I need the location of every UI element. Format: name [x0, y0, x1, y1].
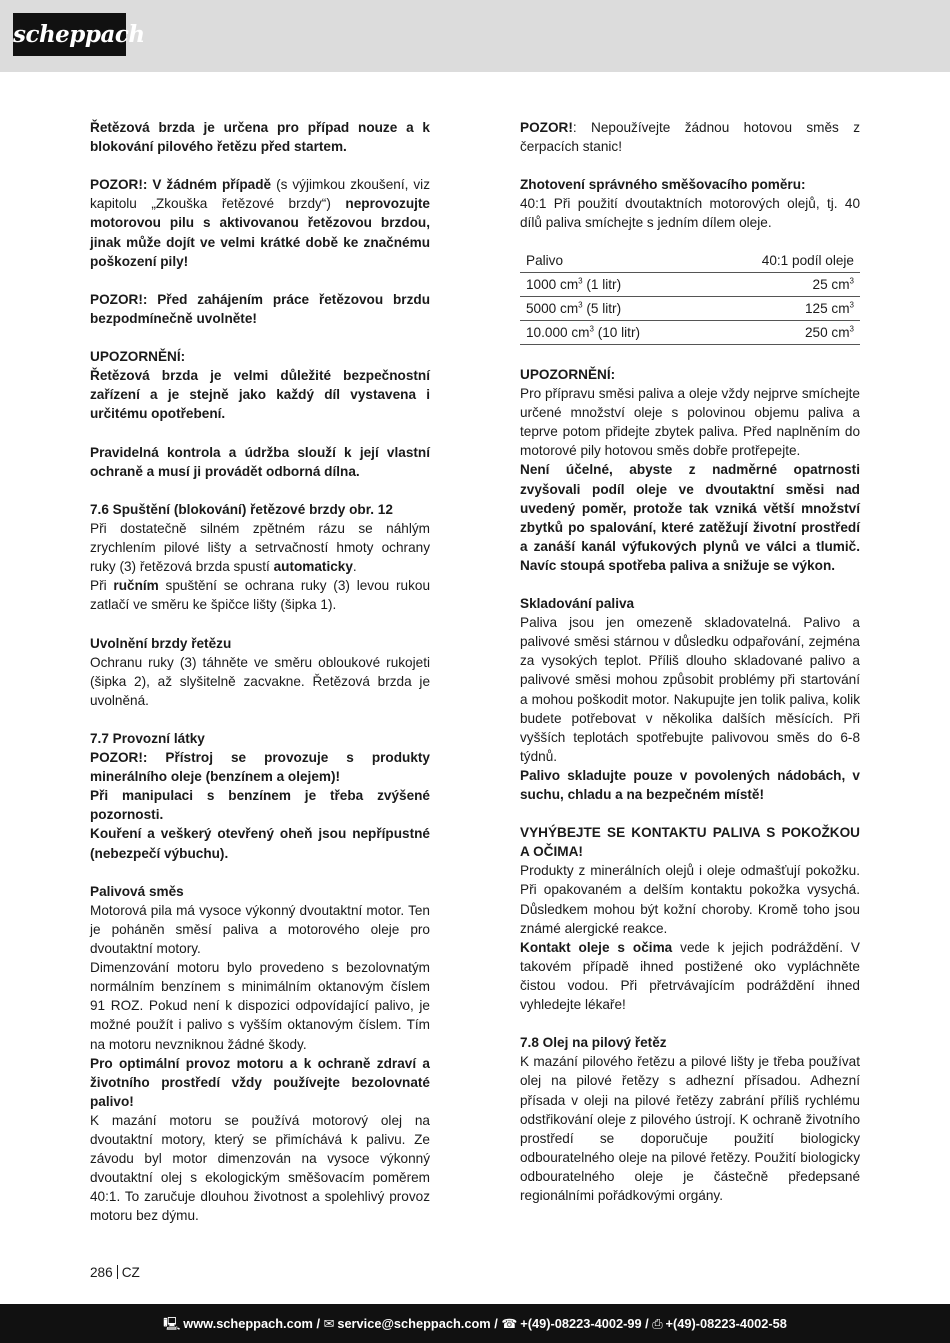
table-row [520, 272, 860, 296]
storage-text: Paliva jsou jen omezeně skladovatelná. Palivo a palivové směsi stárnou v důsledku odpařování, zejména za vysokých teplot. Příliš dlouho skladované palivo a palivové směsi mohou způsobit problémy při startování a mohou poškodit motor. Nakupujte jen tolik paliva, kolik budete potřebovat v několika dalších měsících. Při vyšších teplotách spotřebujte palivovou směs do 6-8 týdnů. [520, 615, 860, 764]
fuel-mix-title: Palivová směs [90, 883, 184, 899]
section-7-8-title: 7.8 Olej na pilový řetěz [520, 1035, 667, 1051]
fuel-mix-bold: Pro optimální provoz motoru a k ochraně zdraví a životního prostředí vždy používejte bezolovnaté palivo! [90, 1055, 430, 1109]
section-7-7-title: 7.7 Provozní látky [90, 731, 205, 746]
warning-paragraph-1: POZOR!: V žádném případě (s výjimkou zkoušení, viz kapitolu „Zkouška řetězové brzdy“) neprovozujte motorovou pilu s aktivovanou řetězovou brzdou, jinak může dojít ve velmi krátké době ke značnému poškození pily! [90, 177, 430, 269]
divider [117, 1265, 118, 1279]
section-7-7-attention: Při manipulaci s benzínem je třeba zvýšené pozornosti. [90, 788, 430, 823]
section-7-6-text: Při dostatečně silném zpětném rázu se náhlým zrychlením pilové lišty a setrvačností hmoty ochrany ruky (3) řetězová brzda spustí automaticky. [90, 520, 430, 575]
skin-contact-title: VYHÝBEJTE SE KONTAKTU PALIVA S POKOŽKOU A OČIMA! [520, 825, 860, 860]
section-7-7-smoking: Kouření a veškerý otevřený oheň jsou nepřípustné (nebezpečí výbuchu). [90, 826, 430, 861]
note-heading: UPOZORNĚNÍ: [90, 349, 186, 365]
section-7-8-text: K mazání pilového řetězu a pilové lišty je třeba používat olej na pilové řetězy s adhezní přísadou. Adhezní přísada v oleji na pilové řetězy zabrání příliš rychlému odstřikování oleje z pilového ústrojí. K ochraně životního prostředí se doporučuje použití biologicky odbouratelného oleje na pilové řetězy. Použití biologicky odbouratelného oleje je částečně předepsané regionálními pořádkovými orgány. [520, 1054, 860, 1203]
table-cell: 1000 $cm^3$ (1 litr) [520, 272, 706, 296]
fuel-mix-text-1: Motorová pila má vysoce výkonný dvoutaktní motor. Ten je poháněn směsí paliva a motorového oleje pro dvoutaktní motory. [90, 902, 430, 957]
scheppach-logo[interactable]: scheppach [13, 13, 126, 56]
table-row [520, 296, 860, 320]
table-header-row [520, 249, 860, 273]
table-cell: 125 $cm^3$ [706, 296, 860, 320]
release-title: Uvolnění brzdy řetězu [90, 635, 232, 651]
warning-label: POZOR!: V žádném případě [90, 177, 272, 193]
chain-brake-intro: Řetězová brzda je určena pro případ nouze a k blokování pilového řetězu před startem. [90, 120, 430, 155]
table-cell: 25 $cm^3$ [706, 272, 860, 296]
table-cell: 5000 $cm^3$ (5 litr) [520, 296, 706, 320]
section-7-7-warning: POZOR!: Přístroj se provozuje s produkty minerálního oleje (benzínem a olejem)! [90, 750, 430, 785]
storage-title: Skladování paliva [520, 596, 635, 612]
mix-ratio-text: 40:1 Při použití dvoutaktních motorových olejů, tj. 40 dílů paliva smíchejte s jedním dílem oleje. [520, 196, 860, 231]
footer-fax[interactable]: +(49)-08223-4002-58 [665, 1316, 787, 1331]
maintenance-paragraph: Pravidelná kontrola a údržba slouží k její vlastní ochraně a musí ji provádět odborná dílna. [90, 444, 430, 479]
mix-note-title: UPOZORNĚNÍ: [520, 366, 616, 382]
left-column [90, 118, 430, 1225]
footer-bar [0, 1304, 950, 1343]
table-cell: 10.000 $cm^3$ (10 litr) [520, 320, 706, 344]
phone-icon: ☎ [501, 1316, 518, 1331]
table-header-cell: Palivo [520, 249, 706, 273]
fuel-mix-text-2: Dimenzování motoru bylo provedeno s bezolovnatým normálním benzínem s minimálním oktanovým číslem 91 ROZ. Pokud není k dispozici odpovídající palivo, je možné použít i palivo s vyšším oktanovým číslem. Tím na motoru nevzniknou žádné škody. [90, 960, 430, 1052]
premix-warning: POZOR!: Nepoužívejte žádnou hotovou směs z čerpacích stanic! [520, 120, 860, 155]
computer-icon: 🖳 [163, 1316, 181, 1331]
fuel-mix-text-3: K mazání motoru se používá motorový olej na dvoutaktní motory, který se přimíchává k palivu. Ze závodu byl motor dimenzován na vysoce výkonný dvoutaktní olej s ekologickým směšovacím poměrem 40:1. To zaručuje dlouhou životnost a spolehlivý provoz motoru bez dýmu. [90, 1112, 430, 1224]
footer-web[interactable]: www.scheppach.com / [183, 1316, 321, 1331]
mail-icon: ✉ [323, 1316, 335, 1331]
table-cell: 250 $cm^3$ [706, 320, 860, 344]
storage-bold: Palivo skladujte pouze v povolených nádobách, v suchu, chladu a na bezpečném místě! [520, 767, 860, 802]
section-7-6-manual: Při ručním spuštění se ochrana ruky (3) levou rukou zatlačí ve směru ke špičce lišty (šipka 1). [90, 578, 431, 613]
note-text: Řetězová brzda je velmi důležité bezpečnostní zařízení a je stejně jako každý díl vystavena i určitému opotřebení. [90, 368, 430, 422]
fax-icon: ⎙ [652, 1316, 663, 1331]
warning-paragraph-2: POZOR!: Před zahájením práce řetězovou brzdu bezpodmínečně uvolněte! [90, 291, 430, 326]
footer-mail[interactable]: service@scheppach.com / [337, 1316, 498, 1331]
footer-phone[interactable]: +(49)-08223-4002-99 / [520, 1316, 649, 1331]
page-number: 286 CZ [90, 1265, 140, 1280]
table-header-cell: 40:1 podíl oleje [706, 249, 860, 273]
header-bar [0, 0, 950, 72]
eye-contact-text: Kontakt oleje s očima vede k jejich podráždění. V takovém případě ihned postižené oko vypláchněte čistou vodou. Při přetrvávajícím podráždění ihned vyhledejte lékaře! [520, 939, 860, 1013]
fuel-mix-table [520, 249, 860, 345]
right-column [520, 118, 860, 1205]
mix-note-text: Pro přípravu směsi paliva a oleje vždy nejprve smíchejte určené množství oleje s polovinou objemu paliva a teprve potom přidejte zbytek paliva. Před naplněním do motorové pily hotovou směs dobře protřepejte. [520, 386, 860, 459]
release-text: Ochranu ruky (3) táhněte ve směru obloukové rukojeti (šipka 2), až slyšitelně zacvakne. Řetězová brzda je uvolněná. [90, 654, 430, 708]
skin-contact-text: Produkty z minerálních olejů i oleje odmašťují pokožku. Při opakovaném a delším kontaktu pokožka vysychá. Důsledkem mohou být kožní choroby. Kromě toho jsou známé alergické reakce. [520, 863, 860, 936]
section-7-6-title: 7.6 Spuštění (blokování) řetězové brzdy obr. 12 [90, 501, 393, 517]
mix-ratio-title: Zhotovení správného směšovacího poměru: [520, 177, 806, 193]
mix-note-bold: Není účelné, abyste z nadměrné opatrnosti zvyšovali podíl oleje ve dvoutaktní směsi nad uvedený poměr, protože tak vzniká větší množství zbytků po spalování, které zatěžují životní prostředí a zanáší kanál výfukových plynů ve válci a tlumič. Navíc stoupá spotřeba paliva a snižuje se výkon. [520, 462, 860, 573]
table-row [520, 320, 860, 344]
